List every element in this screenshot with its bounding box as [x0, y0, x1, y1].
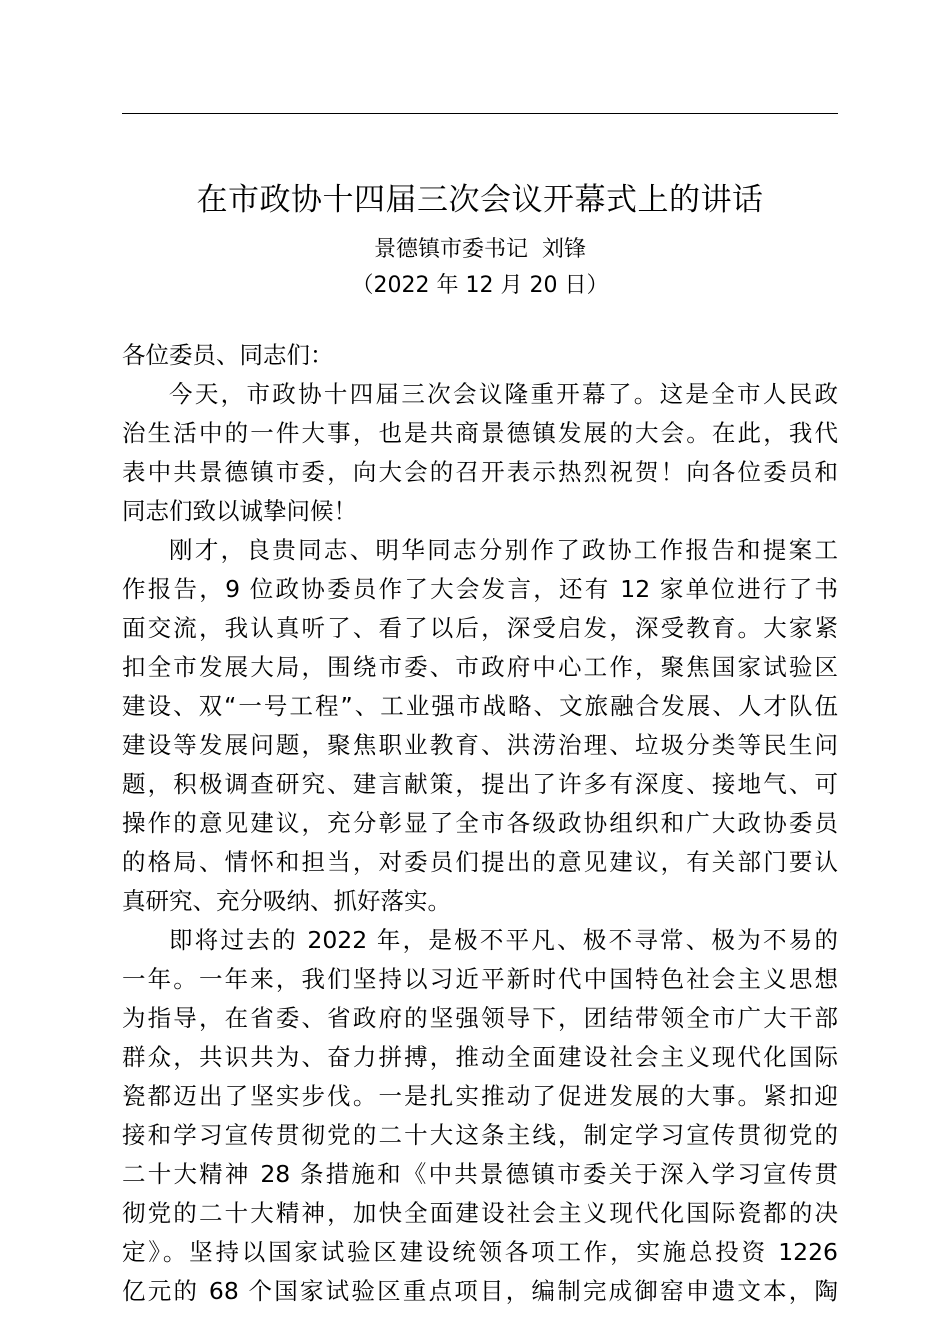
body-line: 群众，共识共为、奋力拼搏，推动全面建设社会主义现代化国际: [122, 1043, 838, 1071]
body-line: 瓷都迈出了坚实步伐。一是扎实推动了促进发展的大事。紧扣迎: [122, 1082, 838, 1110]
header-rule: [122, 113, 838, 114]
body-line: 二十大精神 28 条措施和《中共景德镇市委关于深入学习宣传贯: [122, 1160, 838, 1188]
body-line: 一年。一年来，我们坚持以习近平新时代中国特色社会主义思想: [122, 965, 838, 993]
body-line: 面交流，我认真听了、看了以后，深受启发，深受教育。大家紧: [122, 614, 838, 642]
body-line: 同志们致以诚挚问候！: [122, 497, 357, 525]
body-line: 即将过去的 2022 年，是极不平凡、极不寻常、极为不易的: [169, 926, 838, 954]
body-line: 表中共景德镇市委，向大会的召开表示热烈祝贺！向各位委员和: [122, 458, 838, 486]
body-line: 亿元的 68 个国家试验区重点项目，编制完成御窑申遗文本，陶: [122, 1277, 838, 1305]
body-line: 为指导，在省委、省政府的坚强领导下，团结带领全市广大干部: [122, 1004, 838, 1032]
body-line: 操作的意见建议，充分彰显了全市各级政协组织和广大政协委员: [122, 809, 838, 837]
body-line: 刚才，良贵同志、明华同志分别作了政协工作报告和提案工: [169, 536, 838, 564]
document-body: [122, 336, 838, 1311]
body-line: 扣全市发展大局，围绕市委、市政府中心工作，聚焦国家试验区: [122, 653, 838, 681]
body-line: 彻党的二十大精神，加快全面建设社会主义现代化国际瓷都的决: [122, 1199, 838, 1227]
body-line: 作报告，9 位政协委员作了大会发言，还有 12 家单位进行了书: [122, 575, 838, 603]
body-line: 题，积极调查研究、建言献策，提出了许多有深度、接地气、可: [122, 770, 838, 798]
author-line: 景德镇市委书记 刘锋: [374, 237, 586, 262]
body-line: 治生活中的一件大事，也是共商景德镇发展的大会。在此，我代: [122, 419, 838, 447]
body-line: 接和学习宣传贯彻党的二十大这条主线，制定学习宣传贯彻党的: [122, 1121, 838, 1149]
body-line: 定》。坚持以国家试验区建设统领各项工作，实施总投资 1226: [122, 1238, 838, 1266]
body-line: 建设等发展问题，聚焦职业教育、洪涝治理、垃圾分类等民生问: [122, 731, 838, 759]
body-line: 建设、双“一号工程”、工业强市战略、文旅融合发展、人才队伍: [122, 692, 838, 720]
body-line: 的格局、情怀和担当，对委员们提出的意见建议，有关部门要认: [122, 848, 838, 876]
body-line: 真研究、充分吸纳、抓好落实。: [122, 887, 451, 915]
body-line: 各位委员、同志们：: [122, 341, 334, 369]
date-line: （2022 年 12 月 20 日）: [351, 273, 609, 298]
body-line: 今天，市政协十四届三次会议隆重开幕了。这是全市人民政: [169, 380, 838, 408]
document-title: 在市政协十四届三次会议开幕式上的讲话: [196, 182, 764, 218]
